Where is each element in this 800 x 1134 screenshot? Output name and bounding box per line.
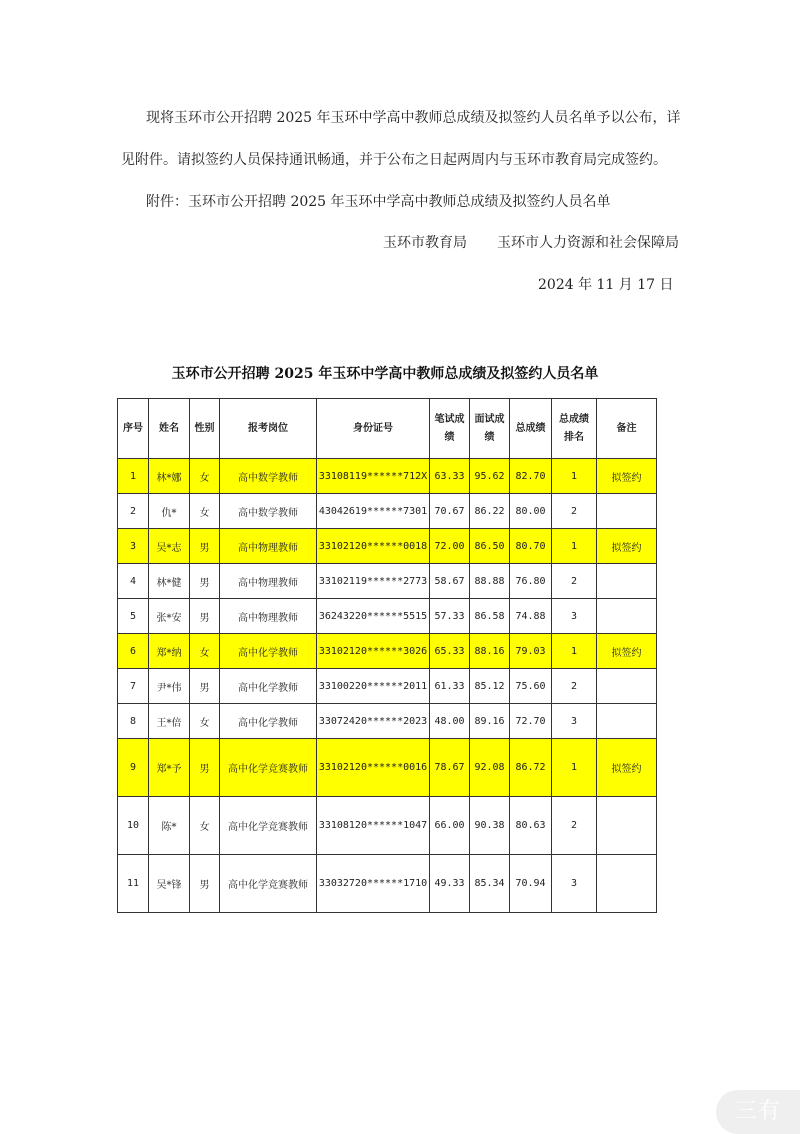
cell-name: 吴*锋 xyxy=(149,855,190,913)
cell-note: 拟签约 xyxy=(597,529,657,564)
cell-no: 5 xyxy=(118,599,149,634)
cell-total: 82.70 xyxy=(510,459,552,494)
cell-gender: 男 xyxy=(190,564,220,599)
table-row xyxy=(118,704,657,739)
cell-no: 2 xyxy=(118,494,149,529)
table-row xyxy=(118,797,657,855)
cell-gender: 男 xyxy=(190,739,220,797)
table-row xyxy=(118,599,657,634)
cell-name: 林*娜 xyxy=(149,459,190,494)
cell-id: 33108120******1047 xyxy=(317,797,430,855)
cell-id: 36243220******5515 xyxy=(317,599,430,634)
header-id: 身份证号 xyxy=(317,399,430,459)
cell-gender: 女 xyxy=(190,459,220,494)
cell-rank: 1 xyxy=(552,529,597,564)
cell-gender: 男 xyxy=(190,855,220,913)
cell-total: 75.60 xyxy=(510,669,552,704)
cell-rank: 2 xyxy=(552,494,597,529)
cell-id: 33108119******712X xyxy=(317,459,430,494)
cell-total: 76.80 xyxy=(510,564,552,599)
cell-total: 86.72 xyxy=(510,739,552,797)
cell-gender: 女 xyxy=(190,634,220,669)
cell-id: 43042619******7301 xyxy=(317,494,430,529)
cell-post: 高中数学教师 xyxy=(220,494,317,529)
cell-written: 78.67 xyxy=(430,739,470,797)
cell-rank: 2 xyxy=(552,564,597,599)
cell-written: 49.33 xyxy=(430,855,470,913)
table-row xyxy=(118,669,657,704)
cell-interview: 86.22 xyxy=(470,494,510,529)
cell-gender: 女 xyxy=(190,797,220,855)
cell-id: 33100220******2011 xyxy=(317,669,430,704)
cell-post: 高中化学教师 xyxy=(220,634,317,669)
table-row xyxy=(118,494,657,529)
cell-interview: 95.62 xyxy=(470,459,510,494)
cell-rank: 1 xyxy=(552,459,597,494)
cell-name: 尹*伟 xyxy=(149,669,190,704)
cell-post: 高中化学竞赛教师 xyxy=(220,739,317,797)
cell-post: 高中化学教师 xyxy=(220,669,317,704)
cell-interview: 85.34 xyxy=(470,855,510,913)
cell-rank: 1 xyxy=(552,634,597,669)
cell-no: 10 xyxy=(118,797,149,855)
cell-rank: 1 xyxy=(552,739,597,797)
header-no: 序号 xyxy=(118,399,149,459)
cell-written: 70.67 xyxy=(430,494,470,529)
cell-post: 高中物理教师 xyxy=(220,599,317,634)
header-note: 备注 xyxy=(597,399,657,459)
cell-note xyxy=(597,704,657,739)
cell-note: 拟签约 xyxy=(597,634,657,669)
cell-id: 33102120******0016 xyxy=(317,739,430,797)
cell-id: 33102120******0018 xyxy=(317,529,430,564)
notice-line-2: 见附件。请拟签约人员保持通讯畅通，并于公布之日起两周内与玉环市教育局完成签约。 xyxy=(121,152,667,168)
cell-no: 9 xyxy=(118,739,149,797)
cell-no: 11 xyxy=(118,855,149,913)
cell-interview: 90.38 xyxy=(470,797,510,855)
cell-name: 林*健 xyxy=(149,564,190,599)
table-title: 玉环市公开招聘 2025 年玉环中学高中教师总成绩及拟签约人员名单 xyxy=(171,366,599,382)
header-interview: 面试成 绩 xyxy=(470,399,510,459)
cell-written: 65.33 xyxy=(430,634,470,669)
cell-written: 66.00 xyxy=(430,797,470,855)
cell-written: 48.00 xyxy=(430,704,470,739)
cell-name: 吴*志 xyxy=(149,529,190,564)
cell-name: 王*倍 xyxy=(149,704,190,739)
cell-written: 61.33 xyxy=(430,669,470,704)
cell-note: 拟签约 xyxy=(597,739,657,797)
cell-id: 33032720******1710 xyxy=(317,855,430,913)
results-table xyxy=(117,398,657,913)
cell-gender: 女 xyxy=(190,494,220,529)
cell-rank: 3 xyxy=(552,704,597,739)
cell-note xyxy=(597,494,657,529)
cell-no: 6 xyxy=(118,634,149,669)
cell-note xyxy=(597,797,657,855)
cell-note xyxy=(597,564,657,599)
cell-interview: 86.58 xyxy=(470,599,510,634)
cell-interview: 92.08 xyxy=(470,739,510,797)
cell-gender: 男 xyxy=(190,669,220,704)
cell-id: 33102119******2773 xyxy=(317,564,430,599)
cell-post: 高中数学教师 xyxy=(220,459,317,494)
cell-written: 58.67 xyxy=(430,564,470,599)
issuer-education-bureau: 玉环市教育局 xyxy=(383,235,467,251)
cell-total: 80.63 xyxy=(510,797,552,855)
cell-written: 72.00 xyxy=(430,529,470,564)
cell-id: 33072420******2023 xyxy=(317,704,430,739)
cell-total: 80.00 xyxy=(510,494,552,529)
cell-interview: 88.88 xyxy=(470,564,510,599)
cell-written: 57.33 xyxy=(430,599,470,634)
cell-interview: 88.16 xyxy=(470,634,510,669)
cell-name: 仇* xyxy=(149,494,190,529)
cell-rank: 3 xyxy=(552,599,597,634)
cell-post: 高中化学教师 xyxy=(220,704,317,739)
cell-interview: 89.16 xyxy=(470,704,510,739)
table-row xyxy=(118,634,657,669)
cell-note xyxy=(597,855,657,913)
cell-id: 33102120******3026 xyxy=(317,634,430,669)
issuer-hr-bureau: 玉环市人力资源和社会保障局 xyxy=(497,235,679,251)
table-header-row xyxy=(118,399,657,459)
cell-note xyxy=(597,599,657,634)
cell-total: 74.88 xyxy=(510,599,552,634)
header-post: 报考岗位 xyxy=(220,399,317,459)
cell-name: 陈* xyxy=(149,797,190,855)
header-gender: 性别 xyxy=(190,399,220,459)
cell-total: 72.70 xyxy=(510,704,552,739)
cell-post: 高中化学竞赛教师 xyxy=(220,855,317,913)
cell-rank: 2 xyxy=(552,797,597,855)
cell-no: 3 xyxy=(118,529,149,564)
table-row xyxy=(118,564,657,599)
table-row xyxy=(118,459,657,494)
cell-name: 张*安 xyxy=(149,599,190,634)
cell-name: 郑*予 xyxy=(149,739,190,797)
notice-line-1: 现将玉环市公开招聘 2025 年玉环中学高中教师总成绩及拟签约人员名单予以公布，详 xyxy=(146,110,681,126)
cell-name: 郑*纳 xyxy=(149,634,190,669)
cell-no: 8 xyxy=(118,704,149,739)
cell-total: 70.94 xyxy=(510,855,552,913)
cell-post: 高中物理教师 xyxy=(220,529,317,564)
cell-note xyxy=(597,669,657,704)
app-menu-button[interactable]: 三有 xyxy=(716,1090,800,1134)
table-row xyxy=(118,739,657,797)
header-total: 总成绩 xyxy=(510,399,552,459)
cell-interview: 85.12 xyxy=(470,669,510,704)
cell-gender: 男 xyxy=(190,529,220,564)
cell-written: 63.33 xyxy=(430,459,470,494)
attachment-line: 附件：玉环市公开招聘 2025 年玉环中学高中教师总成绩及拟签约人员名单 xyxy=(146,194,611,210)
cell-post: 高中化学竞赛教师 xyxy=(220,797,317,855)
header-rank: 总成绩 排名 xyxy=(552,399,597,459)
cell-rank: 2 xyxy=(552,669,597,704)
cell-interview: 86.50 xyxy=(470,529,510,564)
cell-no: 7 xyxy=(118,669,149,704)
header-written: 笔试成 绩 xyxy=(430,399,470,459)
cell-total: 79.03 xyxy=(510,634,552,669)
cell-gender: 男 xyxy=(190,599,220,634)
cell-post: 高中物理教师 xyxy=(220,564,317,599)
cell-note: 拟签约 xyxy=(597,459,657,494)
table-row xyxy=(118,855,657,913)
notice-date: 2024 年 11 月 17 日 xyxy=(538,277,674,293)
cell-no: 4 xyxy=(118,564,149,599)
cell-no: 1 xyxy=(118,459,149,494)
table-row xyxy=(118,529,657,564)
cell-total: 80.70 xyxy=(510,529,552,564)
cell-rank: 3 xyxy=(552,855,597,913)
header-name: 姓名 xyxy=(149,399,190,459)
cell-gender: 女 xyxy=(190,704,220,739)
